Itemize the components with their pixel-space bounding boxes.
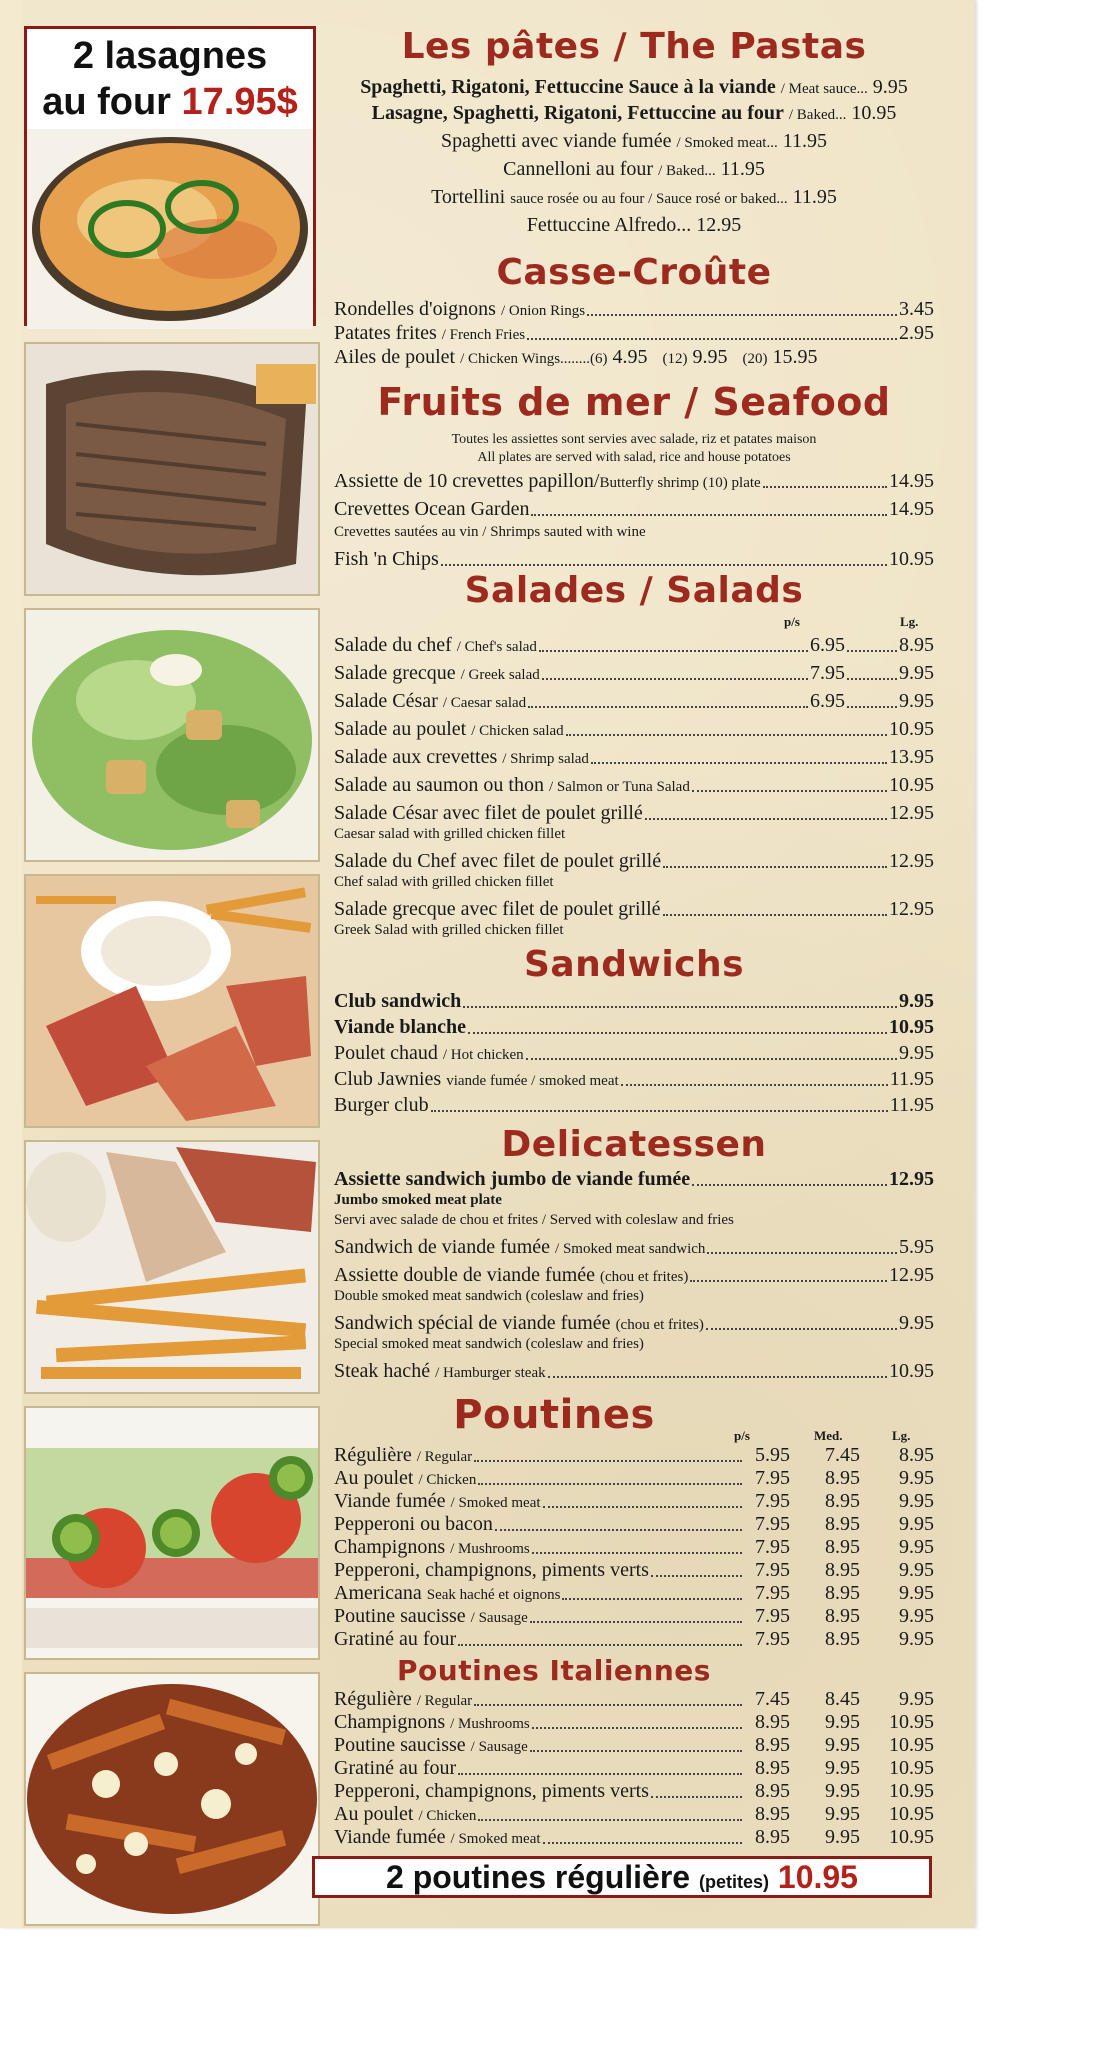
poutine-row: Régulière / Regular 5.95 7.45 8.95	[334, 1444, 934, 1466]
poutine-italienne-table	[334, 1688, 934, 1849]
poutine-row: Poutine saucisse / Sausage 7.95 8.95 9.95	[334, 1605, 934, 1627]
salad-item-desc: Greek Salad with grilled chicken fillet	[334, 922, 564, 938]
promo-line-2: au four 17.95$	[42, 81, 298, 123]
sandwich-item: Poulet chaud / Hot chicken 9.95	[334, 1042, 934, 1064]
poutine-row: Viande fumée / Smoked meat 7.95 8.95 9.95	[334, 1490, 934, 1512]
pasta-item: Cannelloni au four / Baked... 11.95	[503, 158, 765, 180]
poutine-photo	[24, 1672, 320, 1926]
poutine-it-row: Au poulet / Chicken 8.95 9.95 10.95	[334, 1803, 934, 1825]
club-sandwich-photo	[24, 874, 320, 1128]
wings-item: Ailes de poulet / Chicken Wings........(6) 4.95 (12) 9.95 (20) 15.95	[334, 346, 818, 368]
salad-item: Salade aux crevettes / Shrimp salad 13.95	[334, 746, 934, 768]
poutine-promo-banner	[312, 1856, 932, 1898]
deli-item: Sandwich de viande fumée / Smoked meat sandwich 5.95	[334, 1236, 934, 1258]
seafood-heading: Fruits de mer / Seafood	[377, 380, 891, 424]
sandwich-item: Club sandwich 9.95	[334, 990, 934, 1012]
poutine-col-ps: p/s	[734, 1428, 750, 1443]
seafood-note-en: All plates are served with salad, rice and house potatoes	[477, 450, 791, 465]
salad-item: Salade du chef / Chef's salad 6.95 8.95	[334, 634, 934, 656]
sandwich-item: Burger club 11.95	[334, 1094, 934, 1116]
lasagna-photo	[27, 129, 313, 329]
seafood-item: Fish 'n Chips 10.95	[334, 548, 934, 570]
deli-item: Steak haché / Hamburger steak 10.95	[334, 1360, 934, 1382]
promo-price: 17.95$	[181, 81, 298, 123]
poutine-row: Americana Seak haché et oignons 7.95 8.95 9.95	[334, 1582, 934, 1604]
salad-item: Salade grecque avec filet de poulet grillé 12.95	[334, 898, 934, 920]
poutine-row: Pepperoni ou bacon 7.95 8.95 9.95	[334, 1513, 934, 1535]
lasagna-promo-text	[27, 33, 313, 125]
sandwichs-heading: Sandwichs	[523, 944, 745, 985]
seafood-item: Assiette de 10 crevettes papillon/Butterfly shrimp (10) plate 14.95	[334, 470, 934, 492]
steak-photo	[24, 342, 320, 596]
snack-item: Rondelles d'oignons / Onion Rings 3.45	[334, 298, 934, 320]
poutine-it-row: Gratiné au four 8.95 9.95 10.95	[334, 1757, 934, 1779]
salad-item: Salade au saumon ou thon / Salmon or Tuna Salad 10.95	[334, 774, 934, 796]
sub-sandwich-photo	[24, 1406, 320, 1660]
pasta-item: Tortellini sauce rosée ou au four / Sauce rosé or baked... 11.95	[431, 186, 837, 208]
seafood-item-desc: Crevettes sautées au vin / Shrimps sauted with wine	[334, 524, 646, 540]
seafood-note-fr: Toutes les assiettes sont servies avec salade, riz et patates maison	[451, 432, 817, 447]
poutine-it-row: Poutine saucisse / Sausage 8.95 9.95 10.95	[334, 1734, 934, 1756]
pasta-item: Spaghetti avec viande fumée / Smoked meat... 11.95	[441, 130, 827, 152]
salad-photo	[24, 608, 320, 862]
poutines-italiennes-heading: Poutines Italiennes	[397, 1654, 711, 1687]
poutines-heading: Poutines	[453, 1392, 655, 1438]
poutine-it-row: Pepperoni, champignons, piments verts 8.95 9.95 10.95	[334, 1780, 934, 1802]
salad-item: Salade grecque / Greek salad 7.95 9.95	[334, 662, 934, 684]
deli-item-desc: Jumbo smoked meat plate	[334, 1192, 502, 1208]
poutine-it-row: Régulière / Regular 7.45 8.45 9.95	[334, 1688, 934, 1710]
sandwich-item: Viande blanche 10.95	[334, 1016, 934, 1038]
poutine-col-lg: Lg.	[892, 1428, 911, 1443]
poutine-table	[334, 1444, 934, 1651]
lasagna-promo-box	[24, 26, 316, 326]
pastas-heading: Les pâtes / The Pastas	[401, 26, 867, 67]
promo-line-1: 2 lasagnes	[72, 35, 268, 77]
snack-item: Patates frites / French Fries 2.95	[334, 322, 934, 344]
seafood-item: Crevettes Ocean Garden 14.95	[334, 498, 934, 520]
poutine-col-med: Med.	[814, 1428, 843, 1443]
banner-small: (petites)	[698, 1872, 769, 1892]
salads-heading: Salades / Salads	[464, 570, 804, 611]
poutine-row: Champignons / Mushrooms 7.95 8.95 9.95	[334, 1536, 934, 1558]
poutine-it-row: Viande fumée / Smoked meat 8.95 9.95 10.95	[334, 1826, 934, 1848]
deli-item: Assiette sandwich jumbo de viande fumée 12.95	[334, 1168, 934, 1190]
smoked-meat-photo	[24, 1140, 320, 1394]
pasta-item: Spaghetti, Rigatoni, Fettuccine Sauce à la viande / Meat sauce... 9.95	[360, 76, 908, 98]
poutine-it-row: Champignons / Mushrooms 8.95 9.95 10.95	[334, 1711, 934, 1733]
poutine-row: Gratiné au four 7.95 8.95 9.95	[334, 1628, 934, 1650]
pasta-item: Fettuccine Alfredo... 12.95	[526, 214, 742, 236]
deli-item: Sandwich spécial de viande fumée (chou et frites) 9.95	[334, 1312, 934, 1334]
salad-item: Salade au poulet / Chicken salad 10.95	[334, 718, 934, 740]
poutine-row: Au poulet / Chicken 7.95 8.95 9.95	[334, 1467, 934, 1489]
salad-item-desc: Chef salad with grilled chicken fillet	[334, 874, 554, 890]
poutine-row: Pepperoni, champignons, piments verts 7.95 8.95 9.95	[334, 1559, 934, 1581]
banner-text: 2 poutines régulière	[386, 1859, 691, 1895]
sandwich-item: Club Jawnies viande fumée / smoked meat 11.95	[334, 1068, 934, 1090]
deli-item-desc: Special smoked meat sandwich (coleslaw and fries)	[334, 1336, 644, 1352]
deli-heading: Delicatessen	[501, 1124, 767, 1165]
salad-col-ps: p/s	[784, 614, 800, 629]
salad-col-lg: Lg.	[900, 614, 919, 629]
page-margin	[0, 0, 22, 1928]
salad-item: Salade du Chef avec filet de poulet grillé 12.95	[334, 850, 934, 872]
banner-price: 10.95	[777, 1859, 858, 1895]
salad-item: Salade César avec filet de poulet grillé 12.95	[334, 802, 934, 824]
deli-item-desc: Double smoked meat sandwich (coleslaw and fries)	[334, 1288, 644, 1304]
salad-item: Salade César / Caesar salad 6.95 9.95	[334, 690, 934, 712]
pasta-item: Lasagne, Spaghetti, Rigatoni, Fettuccine au four / Baked... 10.95	[371, 102, 897, 124]
casse-croute-heading: Casse-Croûte	[496, 252, 772, 293]
salad-item-desc: Caesar salad with grilled chicken fillet	[334, 826, 566, 842]
deli-item: Assiette double de viande fumée (chou et frites) 12.95	[334, 1264, 934, 1286]
deli-item-desc: Servi avec salade de chou et frites / Served with coleslaw and fries	[334, 1212, 734, 1228]
